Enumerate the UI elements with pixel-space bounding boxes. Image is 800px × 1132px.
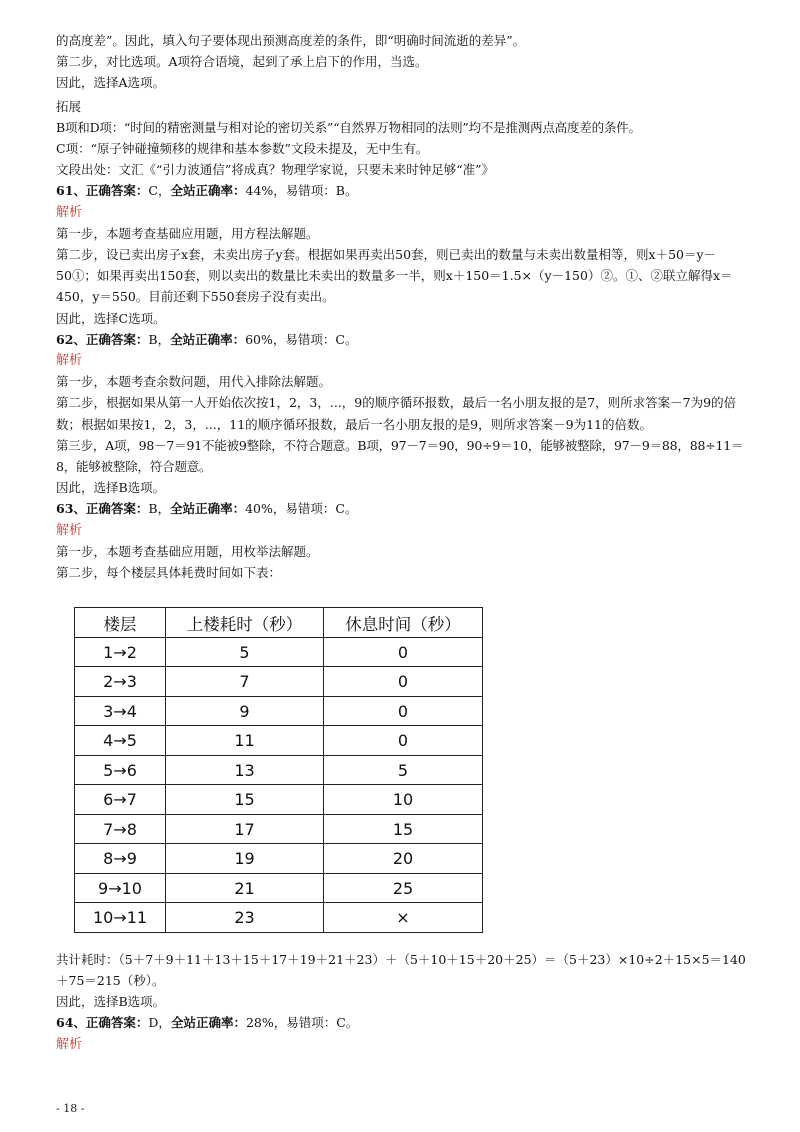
cell-climb: 5	[166, 637, 324, 667]
rate-label: 全站正确率：	[170, 1015, 246, 1031]
text-paragraph: 第二步，设已卖出房子x套，未卖出房子y套。根据如果再卖出50套，则已卖出的数量与未卖出数量相等，则x＋50＝y－50①；如果再卖出150套，则以卖出的数量比未卖出的数量多一半，则x＋150＝1.5×（y－150）②。①、②联立解得x＝450，y＝550。目前还剩下550套房子没有卖出。	[56, 247, 733, 305]
cell-rest: 10	[324, 785, 483, 815]
rate-value: 44%，易错项：B。	[245, 183, 358, 199]
answer-label: 61、正确答案：	[56, 183, 149, 199]
text-line: 第一步，本题考查余数问题，用代入排除法解题。	[56, 374, 332, 390]
answer-label: 64、正确答案：	[56, 1015, 149, 1031]
cell-floor: 3→4	[75, 696, 166, 726]
table-row	[75, 667, 483, 697]
text-line: B项和D项：“时间的精密测量与相对论的密切关系”“自然界万物相同的法则”均不是推测两点高度差的条件。	[56, 119, 641, 135]
cell-rest: 0	[324, 667, 483, 697]
text-line: 第一步，本题考查基础应用题，用枚举法解题。	[56, 543, 319, 559]
table-row	[75, 903, 483, 933]
cell-rest: 0	[324, 637, 483, 667]
cell-floor: 4→5	[75, 726, 166, 756]
rate-value: 28%，易错项：C。	[245, 1015, 359, 1031]
answer-line-61	[56, 180, 756, 201]
cell-rest: 5	[324, 755, 483, 785]
table-row	[75, 814, 483, 844]
table-row	[75, 844, 483, 874]
text-paragraph: 第二步，根据如果从第一人开始依次按1，2，3，...，9的顺序循环报数，最后一名小朋友报的是7，则所求答案－7为9的倍数；根据如果按1，2，3，...，11的顺序循环报数，最后一名小朋友报的是9，则所求答案－9为11的倍数。	[56, 395, 737, 432]
answer-value: C，	[148, 183, 171, 199]
table-row	[75, 726, 483, 756]
tuozhan-heading: 拓展	[56, 98, 82, 114]
text-line: 因此，选择C选项。	[56, 310, 166, 326]
text-line: 第二步，每个楼层具体耗费时间如下表：	[56, 565, 282, 581]
answer-label: 62、正确答案：	[56, 331, 149, 347]
cell-floor: 8→9	[75, 844, 166, 874]
cell-floor: 1→2	[75, 637, 166, 667]
rate-label: 全站正确率：	[170, 331, 246, 347]
cell-climb: 19	[166, 844, 324, 874]
header-climb-time: 上楼耗时（秒）	[166, 608, 324, 638]
table-row	[75, 873, 483, 903]
header-floor: 楼层	[75, 608, 166, 638]
text-line: C项：“原子钟碰撞频移的规律和基本参数”文段未提及，无中生有。	[56, 141, 429, 157]
cell-floor: 2→3	[75, 667, 166, 697]
cell-rest: ×	[324, 903, 483, 933]
answer-line-64	[56, 1012, 756, 1033]
answer-value: B，	[148, 331, 171, 347]
answer-value: B，	[148, 501, 171, 517]
table-row	[75, 785, 483, 815]
jiexi-heading: 解析	[56, 1036, 83, 1052]
text-line: 的高度差”。因此，填入句子要体现出预测高度差的条件，即“明确时间流逝的差异”。	[56, 33, 526, 48]
page-content	[56, 30, 756, 1055]
jiexi-heading: 解析	[56, 204, 83, 220]
cell-climb: 21	[166, 873, 324, 903]
cell-climb: 13	[166, 755, 324, 785]
table-row	[75, 637, 483, 667]
text-line: 第二步，对比选项。A项符合语境，起到了承上启下的作用，当选。	[56, 54, 428, 70]
cell-rest: 25	[324, 873, 483, 903]
cell-climb: 7	[166, 667, 324, 697]
answer-line-62	[56, 329, 756, 350]
text-line: 因此，选择A选项。	[56, 75, 166, 91]
cell-floor: 6→7	[75, 785, 166, 815]
table-row	[75, 696, 483, 726]
answer-value: D，	[148, 1015, 171, 1031]
cell-floor: 9→10	[75, 873, 166, 903]
page-number: - 18 -	[56, 1102, 85, 1115]
jiexi-heading: 解析	[56, 522, 83, 538]
rate-value: 60%，易错项：C。	[245, 331, 358, 347]
cell-climb: 17	[166, 814, 324, 844]
total-time-paragraph: 共计耗时：（5＋7＋9＋11＋13＋15＋17＋19＋21＋23）＋（5＋10＋15＋20＋25）＝（5＋23）×10÷2＋15×5＝140＋75＝215（秒）。	[56, 951, 746, 988]
cell-rest: 0	[324, 696, 483, 726]
cell-rest: 15	[324, 814, 483, 844]
rate-label: 全站正确率：	[170, 501, 246, 517]
rate-label: 全站正确率：	[170, 183, 246, 199]
cell-climb: 11	[166, 726, 324, 756]
text-line: 第一步，本题考查基础应用题，用方程法解题。	[56, 225, 319, 241]
text-line: 文段出处：文汇《“引力波通信”将成真？物理学家说，只要未来时钟足够“准”》	[56, 162, 495, 178]
cell-climb: 23	[166, 903, 324, 933]
text-line: 因此，选择B选项。	[56, 994, 166, 1010]
cell-rest: 20	[324, 844, 483, 874]
table-header-row	[75, 608, 483, 638]
header-rest-time: 休息时间（秒）	[324, 608, 483, 638]
rate-value: 40%，易错项：C。	[245, 501, 358, 517]
answer-label: 63、正确答案：	[56, 501, 149, 517]
text-line: 因此，选择B选项。	[56, 480, 166, 496]
table-row	[75, 755, 483, 785]
cell-floor: 7→8	[75, 814, 166, 844]
cell-climb: 15	[166, 785, 324, 815]
text-paragraph: 第三步，A项，98－7＝91不能被9整除，不符合题意。B项，97－7＝90，90÷9＝10，能够被整除，97－9＝88，88÷11＝8，能够被整除，符合题意。	[56, 437, 744, 475]
floor-time-table	[74, 607, 483, 933]
cell-rest: 0	[324, 726, 483, 756]
jiexi-heading: 解析	[56, 353, 83, 369]
cell-floor: 5→6	[75, 755, 166, 785]
answer-line-63	[56, 498, 756, 519]
cell-climb: 9	[166, 696, 324, 726]
cell-floor: 10→11	[75, 903, 166, 933]
